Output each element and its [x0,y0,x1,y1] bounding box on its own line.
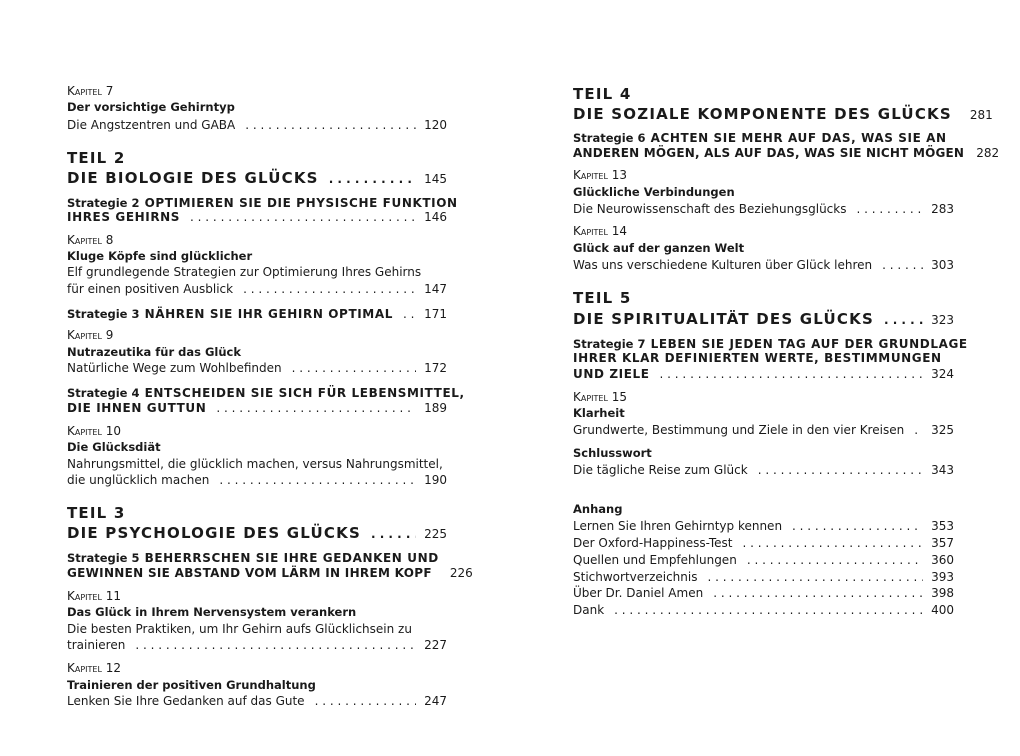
entry-text: Die Neurowissenschaft des Beziehungsglücks [573,202,847,216]
part-label: TEIL 4 [573,85,632,103]
dot-leader [882,257,923,274]
page-number: 343 [931,463,954,477]
page-number: 281 [969,108,993,122]
chapter-label: Kapitel 13 [573,168,628,182]
chapter-title: Klarheit [573,406,625,420]
entry-text: Über Dr. Daniel Amen [573,586,704,600]
page-number: 227 [424,638,447,652]
page-number: 325 [931,423,954,437]
page-number: 400 [931,603,954,617]
dot-leader [292,360,416,377]
strategy-tag: Strategie 4 [67,386,140,400]
entry-text: Quellen und Empfehlungen [573,553,737,567]
strategy-tag: Strategie 5 [67,551,140,565]
dot-leader [614,602,923,619]
chapter-title: Der vorsichtige Gehirntyp [67,100,235,114]
page-number: 247 [424,694,447,708]
strategy-title: GEWINNEN SIE ABSTAND VOM LÄRM IN IHREM KOPF [67,566,432,580]
toc-entry[interactable] [573,257,954,274]
dot-leader [315,693,417,710]
page-number: 147 [424,282,447,296]
strategy-title: IHRES GEHIRNS [67,210,181,224]
toc-entry[interactable] [573,201,954,218]
page-number: 360 [931,553,954,567]
chapter-label: Kapitel 11 [67,589,122,603]
part-title: DIE BIOLOGIE DES GLÜCKS [67,169,319,187]
strategy-tag: Strategie 6 [573,131,646,145]
part-heading[interactable] [573,104,993,125]
page-number: 189 [424,401,447,415]
entry-text: Natürliche Wege zum Wohlbefinden [67,361,282,375]
dot-leader [707,569,923,586]
entry-text: Der Oxford-Happiness-Test [573,536,733,550]
dot-leader [245,117,416,134]
part-label: TEIL 5 [573,289,632,307]
dot-leader [713,585,923,602]
page-number: 303 [931,258,954,272]
toc-entry[interactable] [573,535,954,552]
dot-leader [792,518,923,535]
toc-entry[interactable] [573,552,954,569]
chapter-label: Kapitel 7 [67,84,114,98]
dot-leader [135,637,416,654]
toc-entry[interactable] [67,637,447,654]
page-number: 398 [931,586,954,600]
part-label: TEIL 3 [67,504,126,522]
strategy-title: NÄHREN SIE IHR GEHIRN OPTIMAL [144,307,393,321]
strategy-entry[interactable] [67,565,473,582]
dot-leader [747,552,923,569]
strategy-tag: Strategie 3 [67,307,140,321]
strategy-title: ACHTEN SIE MEHR AUF DAS, WAS SIE AN [650,131,947,145]
dot-leader [758,462,923,479]
entry-text: Lenken Sie Ihre Gedanken auf das Gute [67,694,305,708]
strategy-entry[interactable] [67,400,447,417]
page-number: 283 [931,202,954,216]
page-number: 393 [931,570,954,584]
page-number: 145 [424,172,447,186]
entry-text: Stichwortverzeichnis [573,570,698,584]
part-title: DIE SPIRITUALITÄT DES GLÜCKS [573,310,874,328]
chapter-title: Das Glück in Ihrem Nervensystem verankern [67,605,357,619]
dot-leader [914,422,923,439]
strategy-title: OPTIMIEREN SIE DIE PHYSISCHE FUNKTION [144,196,458,210]
toc-entry[interactable] [67,281,447,298]
dot-leader [190,209,416,226]
strategy-title: DIE IHNEN GUTTUN [67,401,207,415]
dot-leader [403,306,416,323]
strategy-title: ANDEREN MÖGEN, ALS AUF DAS, WAS SIE NICHT MÖGEN [573,146,965,160]
toc-entry[interactable] [573,585,954,602]
chapter-label: Kapitel 14 [573,224,628,238]
entry-text: die unglücklich machen [67,473,210,487]
toc-entry[interactable] [67,360,447,377]
toc-entry[interactable] [67,117,447,134]
section-title: Anhang [573,502,623,516]
strategy-entry[interactable] [67,304,447,323]
dot-leader [660,366,924,383]
page-number: 357 [931,536,954,550]
toc-entry[interactable] [67,693,447,710]
entry-text: trainieren [67,638,126,652]
chapter-label: Kapitel 15 [573,390,628,404]
chapter-title: Glück auf der ganzen Welt [573,241,745,255]
page-number: 353 [931,519,954,533]
strategy-title: LEBEN SIE JEDEN TAG AUF DER GRUNDLAGE [650,337,968,351]
strategy-tag: Strategie 2 [67,196,140,210]
chapter-title: Glückliche Verbindungen [573,185,735,199]
chapter-title: Nutrazeutika für das Glück [67,345,242,359]
page-number: 172 [424,361,447,375]
dot-leader [329,169,416,189]
toc-entry[interactable] [573,422,954,439]
page-number: 225 [424,527,447,541]
strategy-entry[interactable] [67,209,447,226]
strategy-title: IHRER KLAR DEFINIERTEN WERTE, BESTIMMUNGEN [573,351,942,365]
page-number: 146 [424,210,447,224]
entry-text: Nahrungsmittel, die glücklich machen, versus Nahrungsmittel, [67,457,443,471]
dot-leader [884,310,923,330]
part-title: DIE PSYCHOLOGIE DES GLÜCKS [67,524,361,542]
part-label: TEIL 2 [67,149,126,167]
toc-entry[interactable] [573,569,954,586]
page-number: 120 [424,118,447,132]
page-number: 190 [424,473,447,487]
part-title: DIE SOZIALE KOMPONENTE DES GLÜCKS [573,105,952,123]
chapter-title: Kluge Köpfe sind glücklicher [67,249,253,263]
dot-leader [742,535,923,552]
entry-text: Die Angstzentren und GABA [67,118,236,132]
page-number: 282 [976,146,1000,160]
entry-text: Lernen Sie Ihren Gehirntyp kennen [573,519,783,533]
strategy-tag: Strategie 7 [573,337,646,351]
chapter-title: Die Glücksdiät [67,440,161,454]
strategy-entry[interactable] [573,366,954,383]
dot-leader [243,281,416,298]
dot-leader [856,201,923,218]
strategy-entry[interactable] [573,145,1000,162]
page-number: 323 [931,313,954,327]
section-title: Schlusswort [573,446,652,460]
strategy-title: BEHERRSCHEN SIE IHRE GEDANKEN UND [144,551,439,565]
entry-text: Dank [573,603,605,617]
chapter-label: Kapitel 8 [67,233,114,247]
dot-leader [219,472,416,489]
toc-entry[interactable] [573,518,954,535]
dot-leader [371,524,416,544]
part-heading[interactable] [67,168,447,189]
chapter-label: Kapitel 10 [67,424,122,438]
page-number: 324 [931,367,954,381]
chapter-label: Kapitel 12 [67,661,122,675]
entry-text: Grundwerte, Bestimmung und Ziele in den vier Kreisen [573,423,905,437]
strategy-title: ENTSCHEIDEN SIE SICH FÜR LEBENSMITTEL, [144,386,465,400]
entry-text: Elf grundlegende Strategien zur Optimierung Ihres Gehirns [67,265,422,279]
part-heading[interactable] [573,309,954,330]
page-number: 226 [449,566,473,580]
chapter-title: Trainieren der positiven Grundhaltung [67,678,316,692]
dot-leader [216,400,416,417]
part-heading[interactable] [67,523,447,544]
page-number: 171 [424,307,447,321]
entry-text: für einen positiven Ausblick [67,282,234,296]
entry-text: Die tägliche Reise zum Glück [573,463,748,477]
strategy-title: UND ZIELE [573,367,650,381]
toc-entry[interactable] [573,462,954,479]
toc-entry[interactable] [573,602,954,619]
chapter-label: Kapitel 9 [67,328,114,342]
entry-text: Was uns verschiedene Kulturen über Glück lehren [573,258,873,272]
toc-entry[interactable] [67,472,447,489]
entry-text: Die besten Praktiken, um Ihr Gehirn aufs Glücklichsein zu [67,622,412,636]
